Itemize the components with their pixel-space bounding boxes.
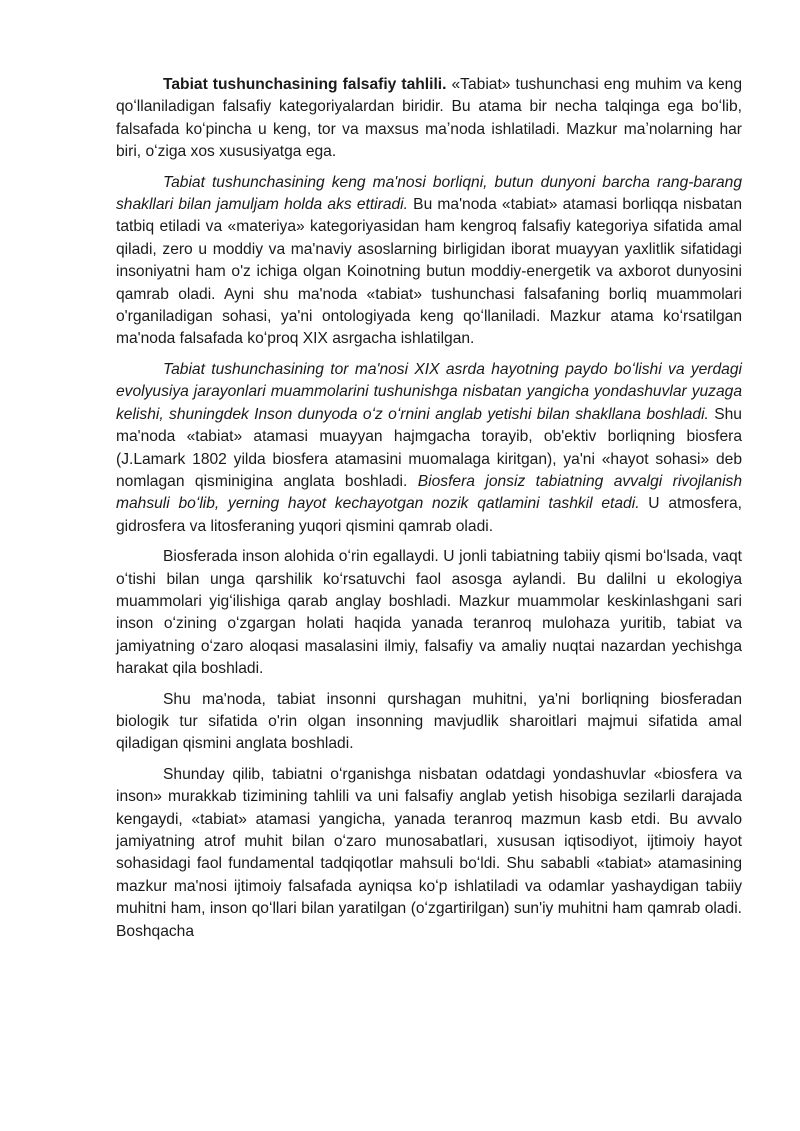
paragraph-broad-meaning xyxy=(116,172,742,351)
paragraph-environment-meaning xyxy=(116,689,742,756)
paragraph-intro xyxy=(116,74,742,164)
paragraph-human-in-biosphere xyxy=(116,546,742,680)
section-heading: Tabiat tushunchasining falsafiy tahlili. xyxy=(163,76,447,93)
paragraph-text-tail: U atmosfera, gidrosfera va litosferaning yuqori qismini qamrab oladi. xyxy=(116,495,743,535)
paragraph-text: Bu ma'noda «tabiat» atamasi borliqqa nisbatan tatbiq etiladi va «materiya» kategoriyasidan ham kengroq falsafiy kategoriya sifatida amal qiladi, zero u moddiy va ma'naviy asoslarning birligidan iborat muayyan yaxlitlik sifatidagi insoniyatni ham o'z ichiga olgan Koinotning butun moddiy-energetik va axborot dunyosini qamrab oladi. Ayni shu ma'noda «tabiat» tushunchasi falsafaning borliq muammolari o'rganiladigan sohasi, ya'ni ontologiyada keng qoʻllaniladi. Mazkur atama koʻrsatilgan ma'noda falsafada koʻproq XIX asrgacha ishlatilgan. xyxy=(116,196,742,348)
paragraph-conclusion xyxy=(116,764,742,943)
paragraph-text: «Tabiat» tushunchasi eng muhim va keng qoʻllaniladigan falsafiy kategoriyalardan biridir. Bu atama bir necha talqinga ega boʻlib, falsafada koʻpincha u keng, tor va maxsus maʼnoda ishlatiladi. Mazkur maʼnolarning har biri, oʻziga xos xususiyatga ega. xyxy=(116,76,742,161)
definition-italic: Tabiat tushunchasining tor ma'nosi XIX asrda hayotning paydo boʻlishi va yerdagi evolyusiya jarayonlari muammolarini tushunishga nisbatan yangicha yondashuvlar yuzaga kelishi, shuningdek Inson dunyoda oʻz oʻrnini anglab yetishi bilan shakllana boshladi. xyxy=(116,360,742,423)
paragraph-text: Shunday qilib, tabiatni oʻrganishga nisbatan odatdagi yondashuvlar «biosfera va inson» murakkab tizimining tahlili va uni falsafiy anglab yetish hisobiga sezilarli darajada kengaydi, «tabiat» atamasi yangicha, yanada teranroq mazmun kasb etdi. Bu avvalo jamiyatning atrof muhit bilan oʻzaro munosabatlari, xususan iqtisodiyot, ijtimoiy hayot sohasidagi faol fundamental tadqiqotlar mahsuli boʻldi. Shu sababli «tabiat» atamasining mazkur ma'nosi ijtimoiy falsafada ayniqsa koʻp ishlatiladi va odamlar yashaydigan tabiiy muhitni ham, inson qoʻllari bilan yaratilgan (oʻzgartirilgan) sun'iy muhitni ham qamrab oladi. Boshqacha xyxy=(116,765,742,940)
definition-italic: Tabiat tushunchasining keng ma'nosi borliqni, butun dunyoni barcha rang-barang shakllari bilan jamuljam holda aks ettiradi. xyxy=(116,173,742,214)
paragraph-text: Shu ma'noda, tabiat insonni qurshagan muhitni, ya'ni borliqning biosferadan biologik tur sifatida o'rin olgan insonning mavjudlik sharoitlari majmui sifatida amal qiladigan qismini anglata boshladi. xyxy=(116,690,742,753)
biosphere-definition-italic: Biosfera jonsiz tabiatning avvalgi rivojlanish mahsuli boʻlib, yerning hayot kechayotgan nozik qatlamini tashkil etadi. xyxy=(116,472,742,513)
paragraph-text: Biosferada inson alohida oʻrin egallaydi. U jonli tabiatning tabiiy qismi boʻlsada, vaqt oʻtishi bilan unga qarshilik koʻrsatuvchi faol asosga aylandi. Bu dalilni u ekologiya muammolari yigʻilishiga qarab anglay boshladi. Mazkur muammolar keskinlashgani sari inson oʻzining oʻzgargan holati haqida yanada teranroq mulohaza yuritib, tabiat va jamiyatning oʻzaro aloqasi masalasini ilmiy, falsafiy va amaliy nuqtai nazardan yechishga harakat qila boshladi. xyxy=(116,548,742,678)
paragraph-text: Shu ma'noda «tabiat» atamasi muayyan hajmgacha torayib, ob'ektiv borliqning biosfera (J.Lamark 1802 yilda biosfera atamasini muomalaga kiritgan), ya'ni «hayot sohasi» deb nomlagan qisminigina anglata boshladi. xyxy=(116,405,742,490)
paragraph-narrow-meaning xyxy=(116,359,742,538)
